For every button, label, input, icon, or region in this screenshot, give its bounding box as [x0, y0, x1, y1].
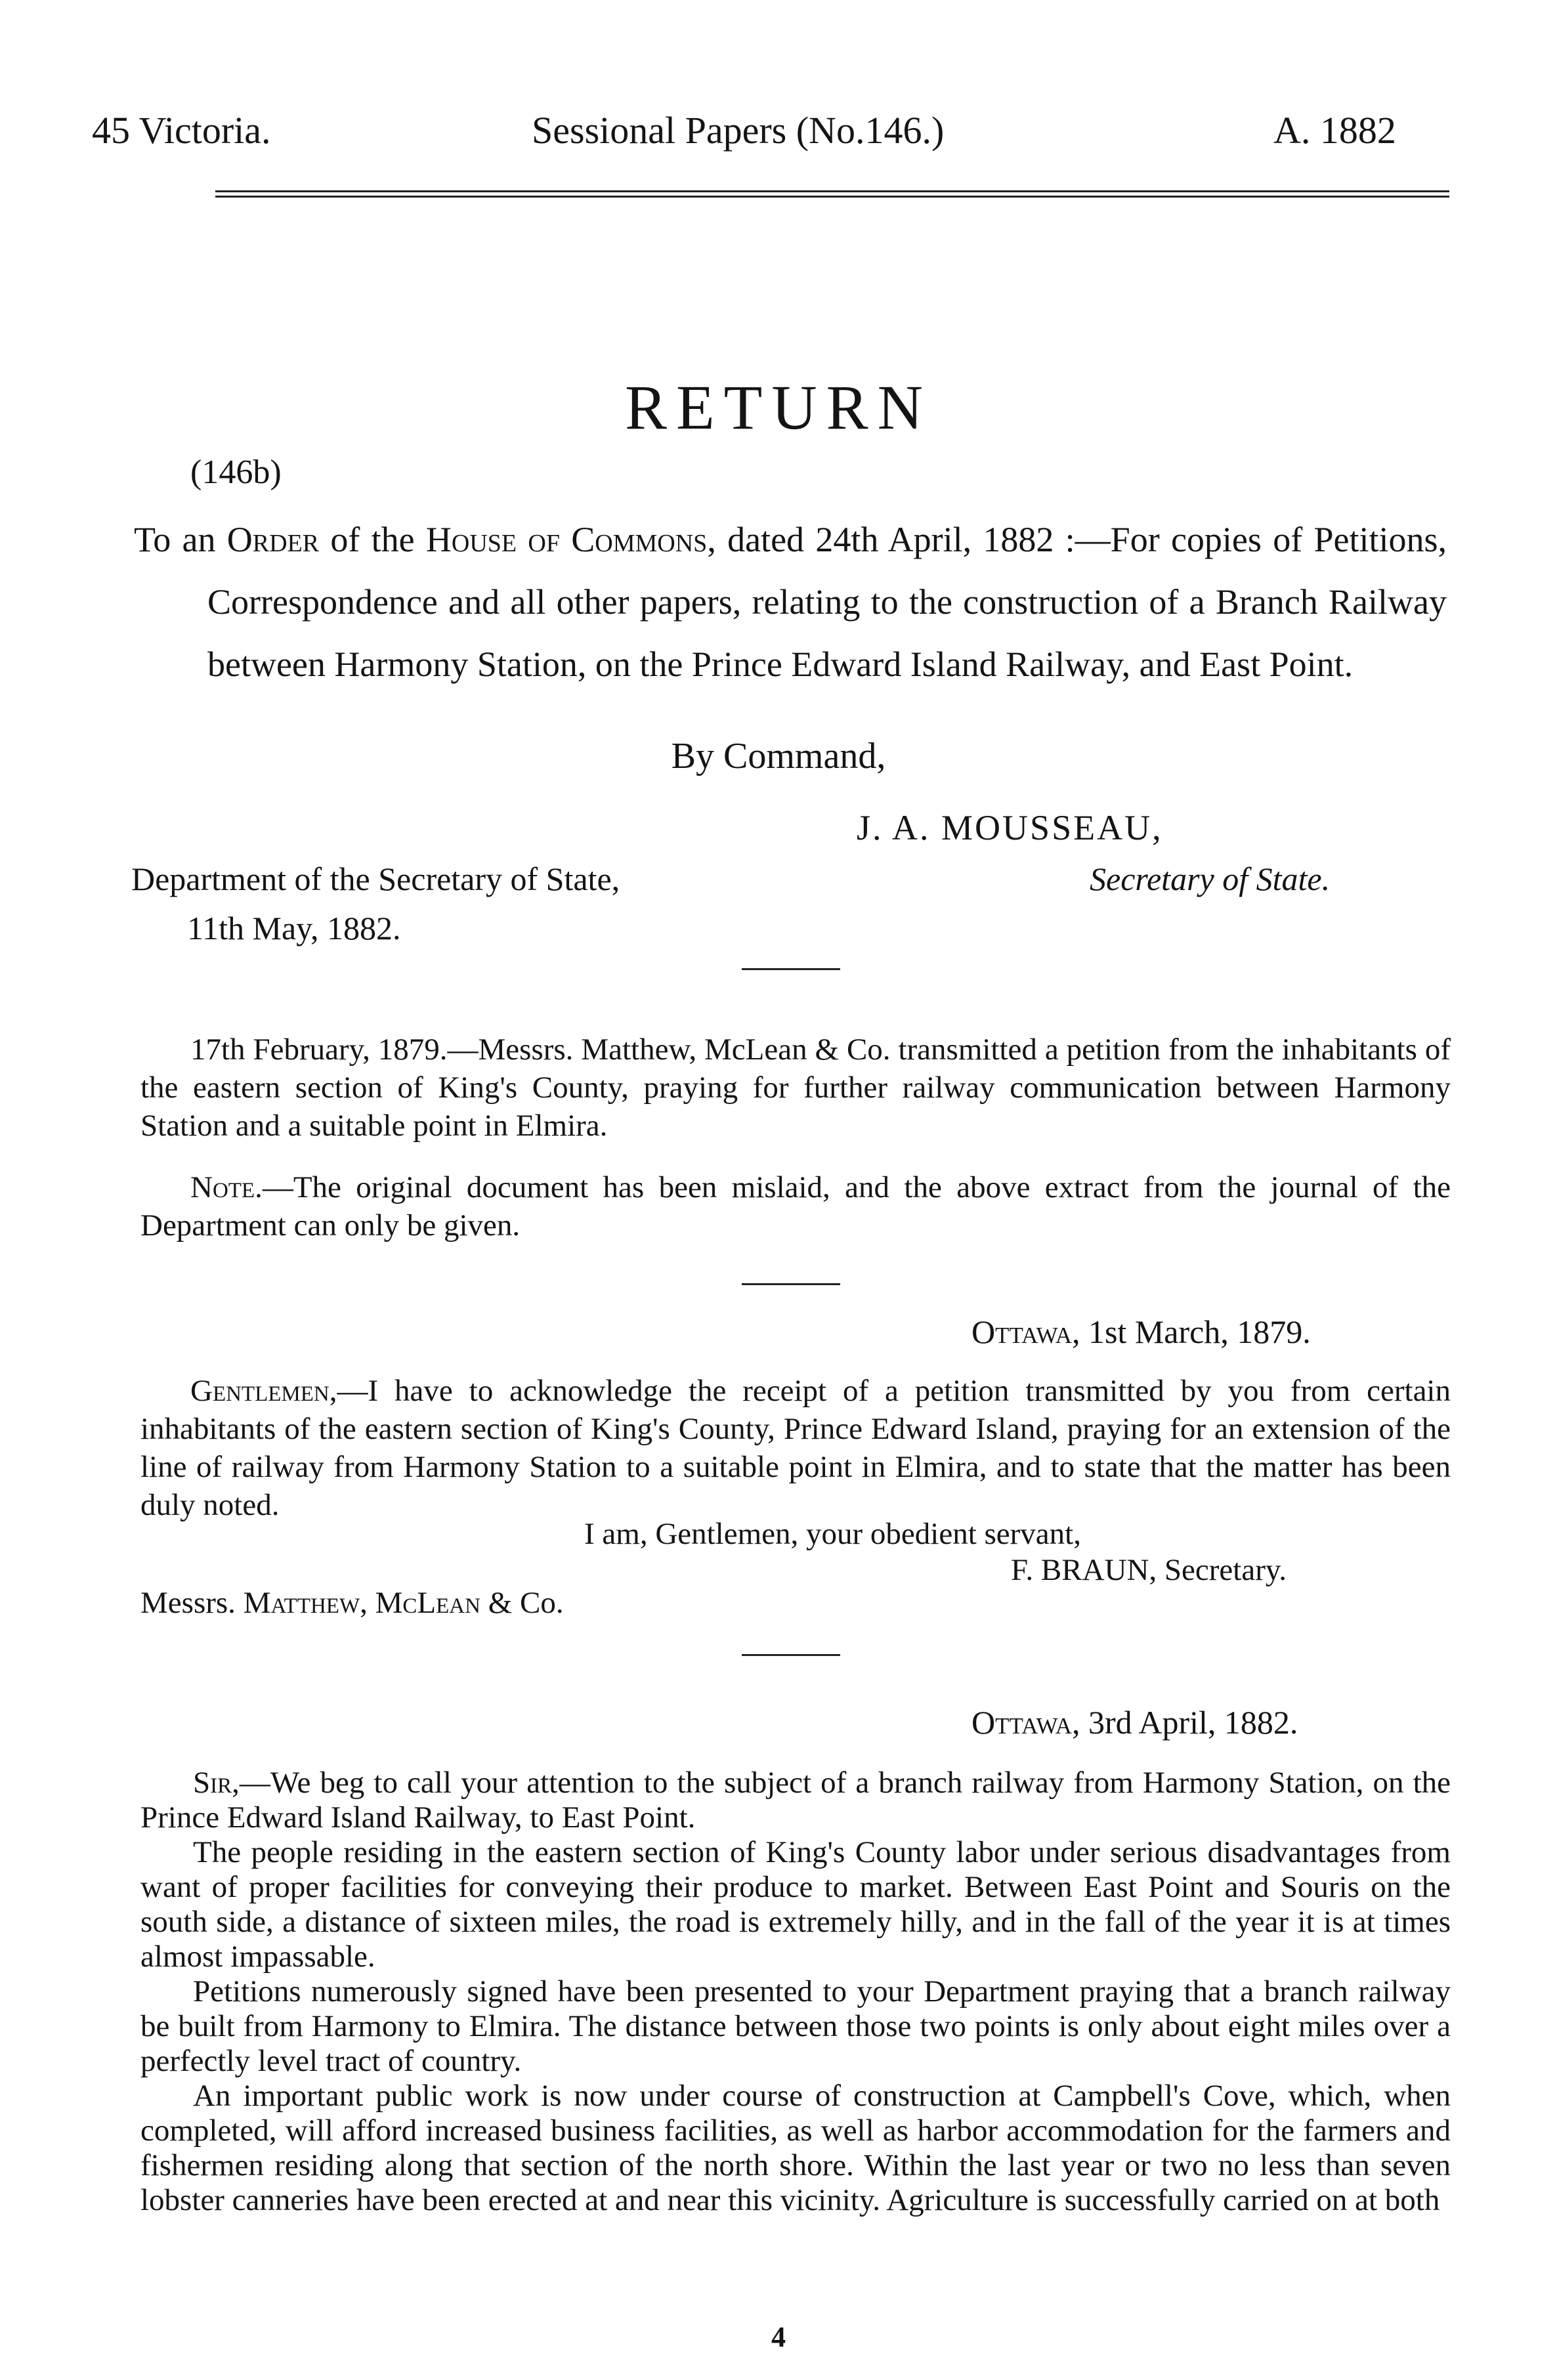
- divider-1: [742, 968, 840, 970]
- addressee-name: Matthew, McLean: [243, 1586, 480, 1620]
- letter2-place: Ottawa: [971, 1704, 1072, 1741]
- department-date: 11th May, 1882.: [187, 910, 401, 946]
- letter1-closing: I am, Gentlemen, your obedient servant,: [584, 1517, 1081, 1551]
- house-of-commons: House of Commons: [425, 520, 708, 559]
- header-center: Sessional Papers (No.146.): [532, 109, 945, 152]
- letter1-place: Ottawa: [971, 1313, 1072, 1350]
- letter2-paragraph-1: [140, 1766, 1451, 1835]
- letter1-signer: F. BRAUN, Secretary.: [1011, 1553, 1287, 1587]
- letter2-paragraph-2: The people residing in the eastern section of King's County labor under serious disadvantages from want of proper facilities for conveying their produce to market. Between East Point and Souris on the south side, a distance of sixteen miles, the road is extremely hilly, and in the fall of the year it is at times almost impassable.: [140, 1835, 1451, 1974]
- letter1-salutation: Gentlemen,: [190, 1374, 337, 1408]
- journal-entry: 17th February, 1879.—Messrs. Matthew, McLean & Co. transmitted a petition from the inhabitants of the eastern section of King's County, praying for further railway communication between Harmony Station and a suitable point in Elmira.: [140, 1032, 1451, 1143]
- letter1-addressee: [140, 1585, 564, 1621]
- order-of-the: of the: [330, 520, 415, 559]
- divider-2: [742, 1283, 840, 1285]
- order-word: Order: [226, 520, 320, 559]
- addressee-prefix: Messrs.: [140, 1586, 236, 1620]
- note-label: Note.: [190, 1170, 263, 1204]
- header-left: 45 Victoria.: [92, 109, 271, 152]
- letter2-paragraph-4: An important public work is now under course of construction at Campbell's Cove, which, when completed, will afford increased business facilities, as well as harbor accommodation for the farmers and fishermen residing along that section of the north shore. Within the last year or two no less than seven lobster canneries have been erected at and near this vicinity. Agriculture is successfully carried on at both: [140, 2079, 1451, 2217]
- header-rule-top: [215, 190, 1449, 192]
- order-prefix: To an: [134, 520, 216, 559]
- page-number: 4: [771, 2321, 786, 2353]
- department-name: Department of the Secretary of State,: [131, 861, 620, 897]
- order-paragraph: [134, 509, 1447, 696]
- letter2-salutation: Sir,: [193, 1766, 240, 1800]
- signatory-title: Secretary of State.: [1090, 861, 1331, 897]
- divider-3: [742, 1654, 840, 1656]
- header-rule-bottom: [215, 196, 1449, 198]
- letter2-paragraph-3: Petitions numerously signed have been presented to your Department praying that a branch railway be built from Harmony to Elmira. The distance between those two points is only about eight miles over a perfectly level tract of country.: [140, 1974, 1451, 2078]
- note-text: —The original document has been mislaid, and the above extract from the journal of the Department can only be given.: [140, 1170, 1451, 1243]
- letter2-dateline: [971, 1703, 1298, 1741]
- letter1-text: —I have to acknowledge the receipt of a petition transmitted by you from certain inhabitants of the eastern section of King's County, Prince Edward Island, praying for an extension of the line of railway from Harmony Station to a suitable point in Elmira, and to state that the matter has been duly noted.: [140, 1374, 1451, 1522]
- letter1-body: [140, 1372, 1451, 1524]
- letter2-body: [140, 1766, 1451, 2218]
- letter2-p1-text: —We beg to call your attention to the subject of a branch railway from Harmony Station, on the Prince Edward Island Railway, to East Point.: [140, 1766, 1451, 1835]
- letter2-date: , 3rd April, 1882.: [1071, 1704, 1298, 1741]
- header-right: A. 1882: [1273, 109, 1396, 152]
- letter1-dateline: [971, 1313, 1311, 1351]
- signatory-name: J. A. MOUSSEAU,: [857, 808, 1163, 847]
- paper-code: (146b): [190, 454, 282, 491]
- page-title: RETURN: [625, 372, 932, 442]
- by-command: By Command,: [671, 736, 886, 776]
- addressee-suffix: & Co.: [488, 1586, 564, 1620]
- order-text: , dated 24th April, 1882 :—For copies of Petitions, Correspondence and all other papers, relating to the construction of a Branch Railway between Harmony Station, on the Prince Edward Island Railway, and East Point.: [207, 520, 1447, 684]
- letter1-date: , 1st March, 1879.: [1071, 1313, 1311, 1350]
- note-paragraph: [140, 1168, 1451, 1244]
- running-header: [92, 108, 1464, 161]
